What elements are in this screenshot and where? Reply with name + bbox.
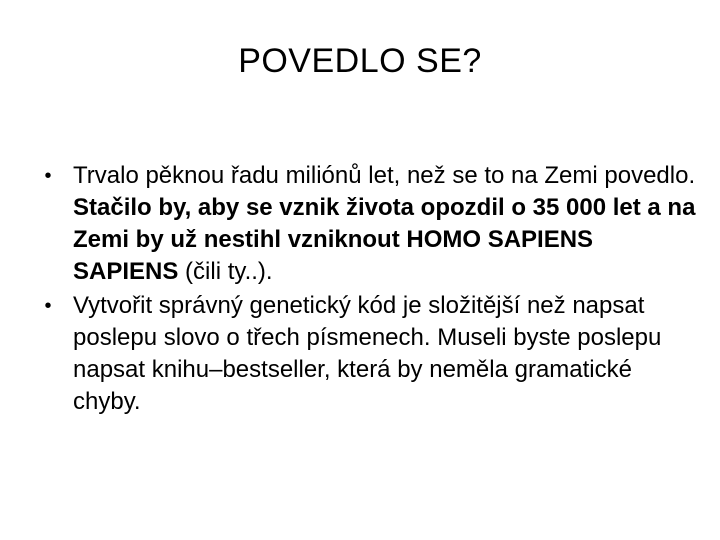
- slide-title: POVEDLO SE?: [238, 42, 482, 80]
- bullet-text-regular: Trvalo pěknou řadu miliónů let, než se to na Zemi povedlo.: [73, 162, 696, 189]
- bullet-marker: •: [44, 165, 52, 187]
- bullet-marker: •: [44, 295, 52, 317]
- bullet-text-bold: Stačilo by, aby se vznik života opozdil o 35 000 let a na Zemi by už nestihl vzniknout HOMO SAPIENS SAPIENS: [73, 194, 696, 285]
- bullet-item: [36, 160, 696, 288]
- bullet-item: [36, 290, 696, 418]
- bullet-text-regular: (čili ty..).: [178, 258, 273, 285]
- bullet-text-regular: Vytvořit správný genetický kód je složitější než napsat poslepu slovo o třech písmenech. Museli byste poslepu napsat knihu–bestseller, která by neměla gramatické chyby.: [73, 292, 662, 415]
- bullet-list: [36, 160, 696, 420]
